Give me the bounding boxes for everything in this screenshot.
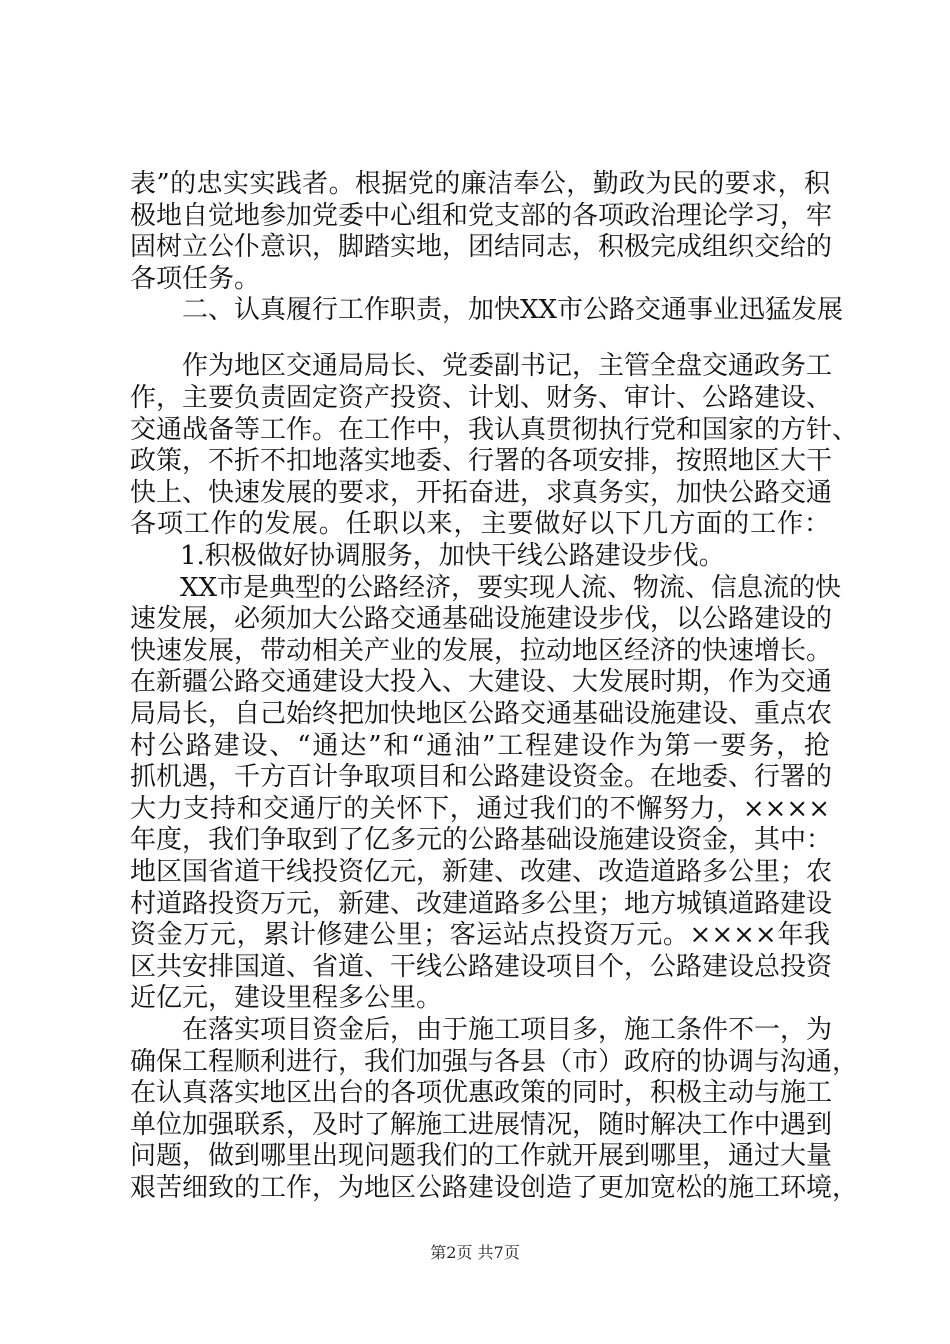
body-text-line: 固树立公仆意识，脚踏实地，团结同志，积极完成组织交给的: [130, 232, 833, 262]
body-text-line: 抓机遇，千方百计争取项目和公路建设资金。在地委、行署的: [130, 762, 833, 792]
body-text-line: 艰苦细致的工作，为地区公路建设创造了更加宽松的施工环境，: [130, 1173, 859, 1203]
body-text-line: 局局长，自己始终把加快地区公路交通基础设施建设、重点农: [130, 699, 833, 729]
section-heading: 二、认真履行工作职责，加快XX市公路交通事业迅猛发展: [182, 295, 844, 325]
body-text-line: 各项任务。: [130, 264, 261, 294]
body-text-line: 单位加强联系，及时了解施工进展情况，随时解决工作中遇到: [130, 1110, 833, 1140]
body-text-line: 区共安排国道、省道、干线公路建设项目个，公路建设总投资: [130, 952, 833, 982]
body-text-line: 表”的忠实实践者。根据党的廉洁奉公，勤政为民的要求，积: [130, 169, 830, 199]
body-text-line: 大力支持和交通厅的关怀下，通过我们的不懈努力，××××: [130, 794, 830, 824]
page-footer: 第2页 共7页: [430, 1243, 520, 1262]
body-text-line: 极地自觉地参加党委中心组和党支部的各项政治理论学习，牢: [130, 201, 833, 231]
body-text-line: 在落实项目资金后，由于施工项目多，施工条件不一，为: [182, 1015, 833, 1045]
body-text-line: 快速发展，带动相关产业的发展，拉动地区经济的快速增长。: [130, 636, 833, 666]
body-text-line: 快上、快速发展的要求，开拓奋进，求真务实，加快公路交通: [130, 478, 833, 508]
body-text-line: 各项工作的发展。任职以来，主要做好以下几方面的工作：: [130, 509, 830, 539]
body-text-line: 速发展，必须加大公路交通基础设施建设步伐，以公路建设的: [130, 604, 833, 634]
body-text-line: 村道路投资万元，新建、改建道路多公里；地方城镇道路建设: [130, 889, 833, 919]
body-text-line: 问题，做到哪里出现问题我们的工作就开展到哪里，通过大量: [130, 1141, 833, 1171]
body-text-line: 地区国省道干线投资亿元，新建、改建、改造道路多公里；农: [130, 857, 833, 887]
body-text-line: 交通战备等工作。在工作中，我认真贯彻执行党和国家的方针、: [130, 415, 859, 445]
body-text-line: 作为地区交通局局长、党委副书记，主管全盘交通政务工: [182, 351, 833, 381]
body-text-line: 年度，我们争取到了亿多元的公路基础设施建设资金，其中：: [130, 825, 833, 855]
body-text-line: 确保工程顺利进行，我们加强与各县（市）政府的协调与沟通，: [130, 1047, 859, 1077]
body-text-line: 在新疆公路交通建设大投入、大建设、大发展时期，作为交通: [130, 667, 833, 697]
subheading: 1.积极做好协调服务，加快干线公路建设步伐。: [180, 541, 725, 571]
body-text-line: 近亿元，建设里程多公里。: [130, 983, 443, 1013]
body-text-line: 资金万元，累计修建公里；客运站点投资万元。××××年我: [130, 920, 830, 950]
body-text-line: 作，主要负责固定资产投资、计划、财务、审计、公路建设、: [130, 383, 833, 413]
body-text-line: XX市是典型的公路经济，要实现人流、物流、信息流的快: [180, 573, 842, 603]
body-text-line: 政策，不折不扣地落实地委、行署的各项安排，按照地区大干: [130, 446, 833, 476]
body-text-line: 在认真落实地区出台的各项优惠政策的同时，积极主动与施工: [130, 1078, 833, 1108]
body-text-line: 村公路建设、“通达”和“通油”工程建设作为第一要务，抢: [130, 731, 830, 761]
